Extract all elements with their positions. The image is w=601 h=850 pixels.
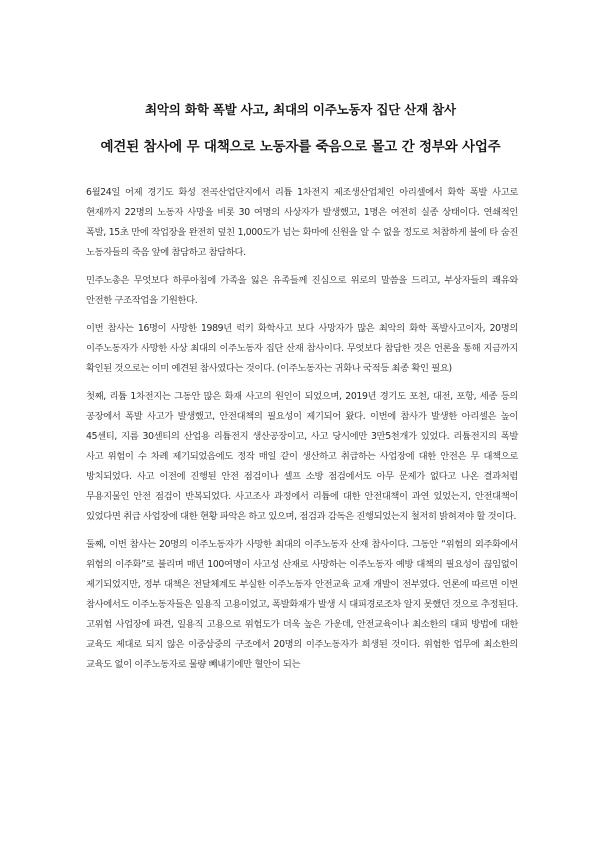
document-body xyxy=(86,183,518,683)
paragraph-condolence: 민주노총은 무엇보다 하루아침에 가족을 잃은 유족들께 진심으로 위로의 말씀을 드리고, 부상자들의 쾌유와 안전한 구조작업을 기원한다. xyxy=(86,275,518,306)
paragraph-first-lithium-safety: 첫째, 리튬 1차전지는 그동안 많은 화재 사고의 원인이 되었으며, 2019년 경기도 포천, 대전, 포항, 세종 등의 공장에서 폭발 사고가 발생했고, 안전대책의 필요성이 제기되어 왔다. 이번에 참사가 발생한 아리셀은 높이 45센티, 지름 30센티의 산업용 리튬전지 생산공장이고, 사고 당시에만 3만5천개가 있었다. 리튬전지의 폭발 사고 위험이 수 차례 제기되었음에도 정작 매일 같이 생산하고 취급하는 사업장에 대한 안전은 무 대책으로 방치되었다. 사고 이전에 진행된 안전 점검이나 셀프 소방 점검에서도 아무 문제가 없다고 나온 결과처럼 무용지물인 안전 점검이 반복되었다. 사고조사 과정에서 리튬에 대한 안전대책이 과연 있었는지, 안전대책이 있었다면 취급 사업장에 대한 현황 파악은 하고 있으며, 점검과 감독은 진행되었는지 철저히 밝혀져야 할 것이다. xyxy=(86,391,518,522)
paragraph-second-migrant-workers: 둘째, 이번 참사는 20명의 이주노동자가 사망한 최대의 이주노동자 산재 참사이다. 그동안 “위험의 외주화에서 위험의 이주화”로 불리며 매년 100여명이 사고성 산재로 사망하는 이주노동자 예방 대책의 필요성이 끊임없이 제기되었지만, 정부 대책은 전달체계도 부실한 이주노동자 안전교육 교재 개발이 전부였다. 언론에 따르면 이번 참사에서도 이주노동자들은 일용직 고용이었고, 폭발화재가 발생 시 대피경로조차 알지 못했던 것으로 추정된다. 고위험 사업장에 파견, 일용직 고용으로 위험도가 더욱 높은 가운데, 안전교육이나 최소한의 대피 방법에 대한 교육도 제대로 되지 않은 이중삼중의 구조에서 20명의 이주노동자가 희생된 것이다. 위험한 업무에 최소한의 교육도 없이 이주노동자로 물량 빼내기에만 혈안이 되는 xyxy=(86,539,518,670)
paragraph-worst-disaster: 이번 참사는 16명이 사망한 1989년 럭키 화학사고 보다 사망자가 많은 최악의 화학 폭발사고이자, 20명의 이주노동자가 사망한 사상 최대의 이주노동자 집단 산재 참사이다. 무엇보다 참담한 것은 언론을 통해 지금까지 확인된 것으로는 이미 예견된 참사였다는 것이다. (이주노동자는 귀화나 국적등 최종 확인 필요) xyxy=(86,323,518,374)
document-subtitle: 예견된 참사에 무 대책으로 노동자를 죽음으로 몰고 간 정부와 사업주 xyxy=(100,139,501,155)
document-title: 최악의 화학 폭발 사고, 최대의 이주노동자 집단 산재 참사 xyxy=(145,102,456,117)
paragraph-incident-overview: 6월24일 어제 경기도 화성 전곡산업단지에서 리튬 1차전지 제조생산업체인 아리셀에서 화학 폭발 사고로 현재까지 22명의 노동자 사망을 비롯 30 여명의 사상자가 발생했고, 1명은 여전히 실종 상태이다. 연쇄적인 폭발, 15초 만에 작업장을 완전히 덮친 1,000도가 넘는 화마에 신원을 알 수 없을 정도로 처참하게 불에 타 숨진 노동자들의 죽음 앞에 참담하고 참담하다. xyxy=(86,187,518,258)
